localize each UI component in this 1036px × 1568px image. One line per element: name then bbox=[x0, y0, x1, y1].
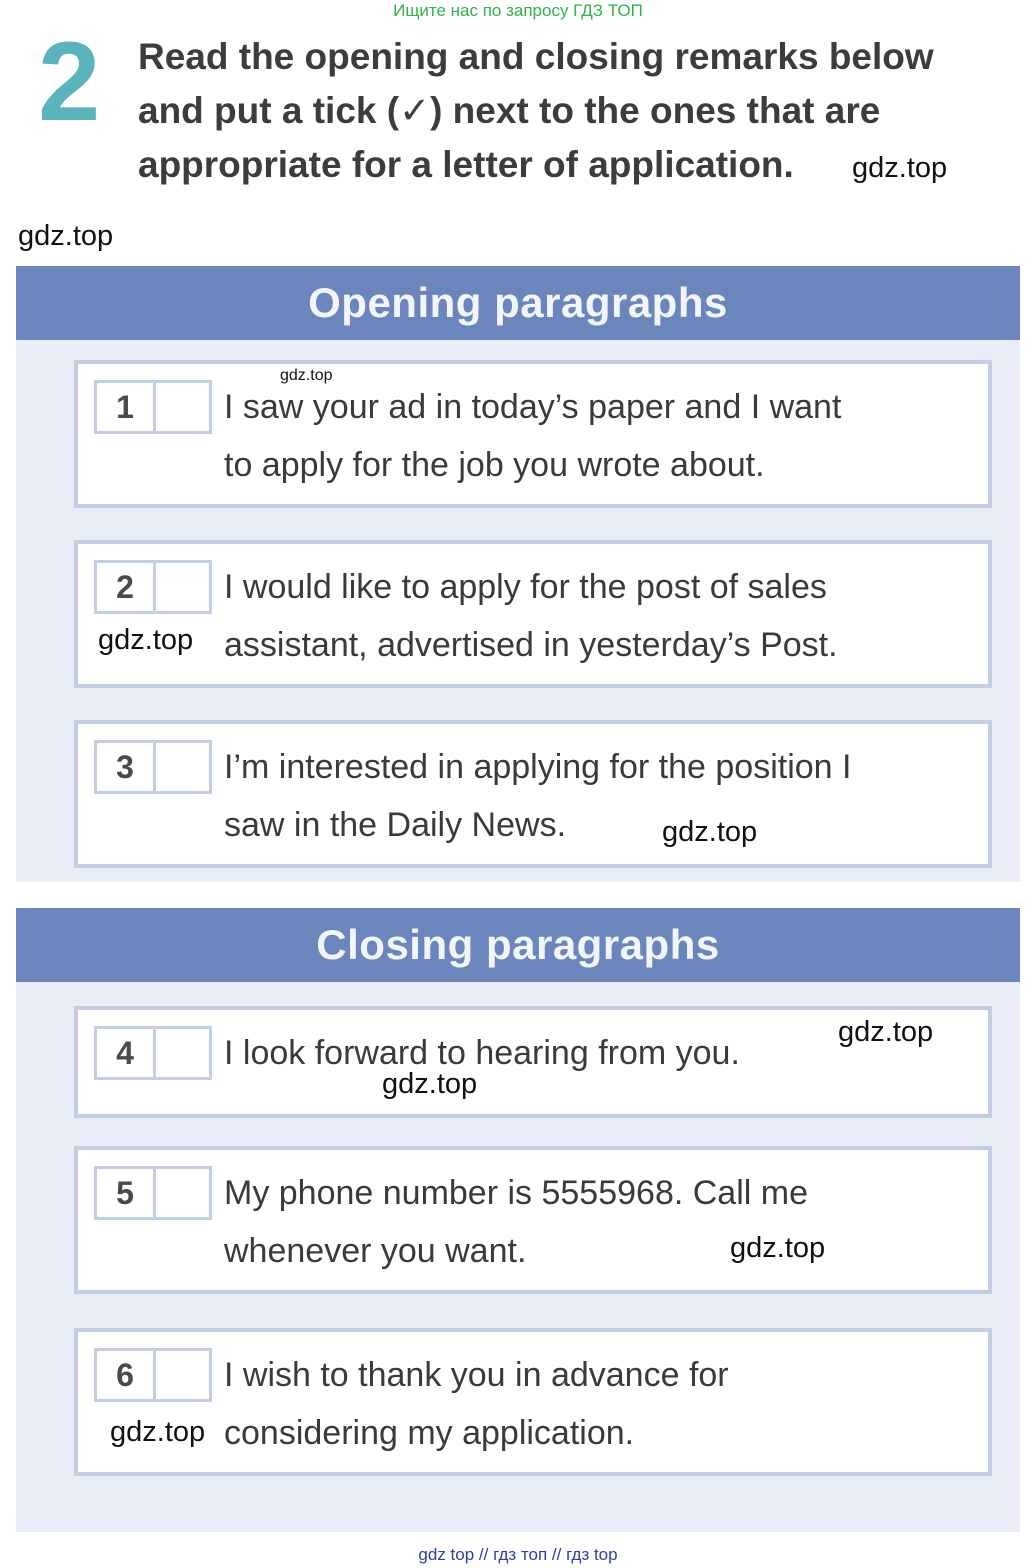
item-text-line: I would like to apply for the post of sales bbox=[224, 568, 827, 606]
item-text-line: My phone number is 5555968. Call me bbox=[224, 1174, 808, 1212]
answer-box bbox=[94, 1166, 212, 1220]
bottom-banner[interactable]: gdz top // гдз топ // гдз top bbox=[418, 1545, 618, 1564]
watermark: gdz.top bbox=[18, 220, 114, 252]
answer-box bbox=[94, 740, 212, 794]
opening-section bbox=[16, 266, 1020, 882]
item-text-line: whenever you want. bbox=[224, 1232, 527, 1270]
opening-item-2 bbox=[74, 540, 992, 688]
watermark: gdz.top bbox=[382, 1068, 478, 1100]
tick-box[interactable] bbox=[156, 383, 209, 431]
item-number: 5 bbox=[97, 1169, 156, 1217]
item-text-line: assistant, advertised in yesterday’s Post. bbox=[224, 626, 838, 664]
item-number: 6 bbox=[97, 1351, 156, 1399]
watermark: gdz.top bbox=[730, 1232, 826, 1264]
item-text-line: I look forward to hearing from you. bbox=[224, 1034, 740, 1072]
item-text bbox=[224, 738, 984, 854]
watermark: gdz.top bbox=[98, 624, 194, 656]
item-text-line: I wish to thank you in advance for bbox=[224, 1356, 729, 1394]
item-text bbox=[224, 378, 984, 494]
item-number: 4 bbox=[97, 1029, 156, 1077]
answer-box bbox=[94, 380, 212, 434]
answer-box bbox=[94, 1026, 212, 1080]
item-number: 1 bbox=[97, 383, 156, 431]
opening-item-3 bbox=[74, 720, 992, 868]
watermark: gdz.top bbox=[280, 367, 333, 384]
instruction-line: appropriate for a letter of application. bbox=[138, 144, 794, 185]
item-number: 3 bbox=[97, 743, 156, 791]
item-text-line: considering my application. bbox=[224, 1414, 635, 1452]
instruction-line: Read the opening and closing remarks below bbox=[138, 36, 934, 77]
instruction-line: and put a tick (✓) next to the ones that are bbox=[138, 90, 881, 131]
opening-header: Opening paragraphs bbox=[16, 266, 1020, 340]
watermark: gdz.top bbox=[662, 816, 758, 848]
item-number: 2 bbox=[97, 563, 156, 611]
watermark: gdz.top bbox=[852, 152, 948, 184]
item-text-line: I’m interested in applying for the position I bbox=[224, 748, 852, 786]
tick-box[interactable] bbox=[156, 1029, 209, 1077]
closing-header: Closing paragraphs bbox=[16, 908, 1020, 982]
top-banner[interactable]: Ищите нас по запросу ГДЗ ТОП bbox=[393, 1, 643, 20]
watermark: gdz.top bbox=[838, 1016, 934, 1048]
item-text-line: I saw your ad in today’s paper and I want bbox=[224, 388, 842, 426]
item-text bbox=[224, 1164, 984, 1280]
tick-box[interactable] bbox=[156, 1169, 209, 1217]
closing-item-6 bbox=[74, 1328, 992, 1476]
watermark: gdz.top bbox=[110, 1416, 206, 1448]
item-text-line: saw in the Daily News. bbox=[224, 806, 567, 844]
answer-box bbox=[94, 1348, 212, 1402]
answer-box bbox=[94, 560, 212, 614]
item-text-line: to apply for the job you wrote about. bbox=[224, 446, 765, 484]
item-text bbox=[224, 1346, 984, 1462]
item-text bbox=[224, 558, 984, 674]
closing-item-5 bbox=[74, 1146, 992, 1294]
opening-item-1 bbox=[74, 360, 992, 508]
tick-box[interactable] bbox=[156, 743, 209, 791]
tick-box[interactable] bbox=[156, 1351, 209, 1399]
tick-box[interactable] bbox=[156, 563, 209, 611]
task-number: 2 bbox=[38, 19, 101, 144]
